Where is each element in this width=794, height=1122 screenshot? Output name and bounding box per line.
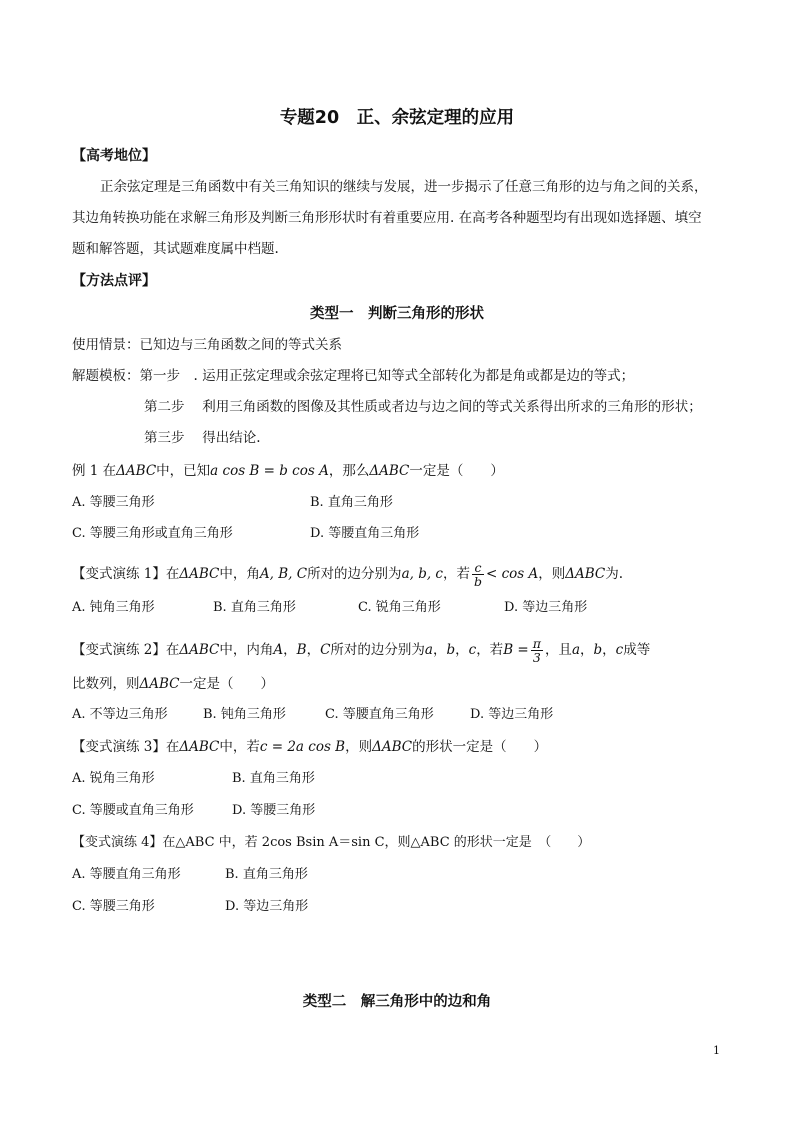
ex1-prefix: 例 1 在 [72,463,117,479]
ex1-mid: 中，已知 [156,463,211,479]
v2-prefix: 【变式演练 2】在 [72,642,180,658]
v2-mid2: 所对的边分别为 [330,642,425,658]
v2-side-a: a [424,642,433,658]
v2-mid4: ，且 [544,642,572,658]
intro-line-2: 其边角转换功能在求解三角形及判断三角形形状时有着重要应用. 在高考各种题型均有出现如选择题、填空 [72,210,702,226]
v2-line2b: 一定是（ ） [179,676,274,692]
v2-fraction [531,637,543,664]
v2-mid: 中，内角 [219,642,274,658]
page-number: 1 [713,1044,720,1057]
v2-side-b2: b [593,642,603,658]
v2-option-c: C. 等腰直角三角形 [325,707,434,722]
v4-option-b: B. 直角三角形 [225,867,308,882]
variant-3-question [72,737,547,757]
v1-mid: 中，角 [219,566,260,582]
v2-angle-a: A [273,642,284,658]
v1-relation: < cos A [486,566,539,582]
ex1-option-b: B. 直角三角形 [310,495,393,510]
v1-triangle: ΔABC [179,566,220,582]
variant-1-question [72,561,623,588]
v3-mid2: ，则 [345,739,373,755]
template-step-3: 第三步 得出结论. [144,430,261,446]
v1-option-d: D. 等边三角形 [504,600,588,615]
variant-4-question: 【变式演练 4】在△ABC 中，若 2cos Bsin A＝sin C，则△ABC 的形状一定是 （ ） [72,835,591,850]
v3-equation: c = 2a cos B [259,739,346,755]
v2-side-c2: c [615,642,624,658]
intro-line-1: 正余弦定理是三角函数中有关三角知识的继续与发展，进一步揭示了任意三角形的边与角之间的关系， [100,179,708,195]
v3-option-d: D. 等腰三角形 [232,803,316,818]
v2-angle-c: C [320,642,331,658]
ex1-option-c: C. 等腰三角形或直角三角形 [72,526,233,541]
intro-line-3: 题和解答题，其试题难度属中档题. [72,241,279,257]
v2-numerator: π [532,636,541,651]
page-title: 专题20 正、余弦定理的应用 [279,108,515,128]
v1-mid3: ，若 [442,566,470,582]
v3-option-a: A. 锐角三角形 [72,771,155,786]
variant-2-question: 【变式演练 2】在ΔABC中，内角A，B，C所对的边分别为a，b，c，若B = $\frac{\pi}{3}$ ，且a，b，c成等 [72,636,651,665]
v3-suffix: 的形状一定是（ ） [412,739,548,755]
template-step-2: 第二步 利用三角函数的图像及其性质或者边与边之间的等式关系得出所求的三角形的形状； [144,399,702,415]
v3-triangle: ΔABC [179,739,220,755]
ex1-triangle: ΔABC [116,463,157,479]
v4-option-a: A. 等腰直角三角形 [72,867,181,882]
v1-angles: A, B, C [259,566,308,582]
ex1-option-d: D. 等腰直角三角形 [310,526,420,541]
v2-denominator: 3 [532,650,541,665]
v2-mid3: ，若 [476,642,504,658]
v2-option-b: B. 钝角三角形 [203,707,286,722]
template-step-1: 解题模板：第一步 . 运用正弦定理或余弦定理将已知等式全部转化为都是角或都是边的等式； [72,368,635,384]
variant-2-question-line2 [72,674,274,694]
v1-sides: a, b, c [401,566,443,582]
v1-mid4: ，则 [538,566,566,582]
v1-option-b: B. 直角三角形 [213,600,296,615]
v3-mid: 中，若 [219,739,260,755]
v2-side-c: c [468,642,477,658]
v2-lhs: B = [503,642,529,658]
v2-option-a: A. 不等边三角形 [72,707,168,722]
type-one-heading: 类型一 判断三角形的形状 [310,306,484,322]
type-two-heading: 类型二 解三角形中的边和角 [302,994,492,1010]
section-heading-position: 【高考地位】 [72,148,156,164]
v2-angle-b: B [296,642,307,658]
v3-prefix: 【变式演练 3】在 [72,739,180,755]
section-heading-methods: 【方法点评】 [72,273,156,289]
v3-option-b: B. 直角三角形 [232,771,315,786]
v1-option-c: C. 锐角三角形 [358,600,441,615]
v1-triangle-2: ΔABC [565,566,606,582]
ex1-triangle-2: ΔABC [369,463,410,479]
v2-side-b: b [446,642,456,658]
v2-side-a2: a [571,642,580,658]
v2-triangle-2: ΔABC [139,676,180,692]
v2-triangle: ΔABC [179,642,220,658]
v1-option-a: A. 钝角三角形 [72,600,155,615]
ex1-mid2: ，那么 [328,463,370,479]
usage-line: 使用情景：已知边与三角函数之间的等式关系 [72,337,342,353]
v4-option-d: D. 等边三角形 [225,899,309,914]
v2-suffix: 成等 [623,642,651,658]
v4-option-c: C. 等腰三角形 [72,899,155,914]
example-1-question [72,461,504,481]
v1-fraction [472,561,484,588]
v3-triangle-2: ΔABC [372,739,413,755]
v1-suffix: 为. [605,566,624,582]
v1-numerator: c [472,561,484,575]
v1-prefix: 【变式演练 1】在 [72,566,180,582]
ex1-option-a: A. 等腰三角形 [72,495,155,510]
v2-option-d: D. 等边三角形 [470,707,554,722]
v1-mid2: 所对的边分别为 [307,566,402,582]
ex1-equation: a cos B = b cos A [210,463,329,479]
ex1-suffix: 一定是（ ） [409,463,504,479]
v2-line2a: 比数列，则 [72,676,140,692]
v3-option-c: C. 等腰或直角三角形 [72,803,194,818]
v1-denominator: b [473,574,482,589]
